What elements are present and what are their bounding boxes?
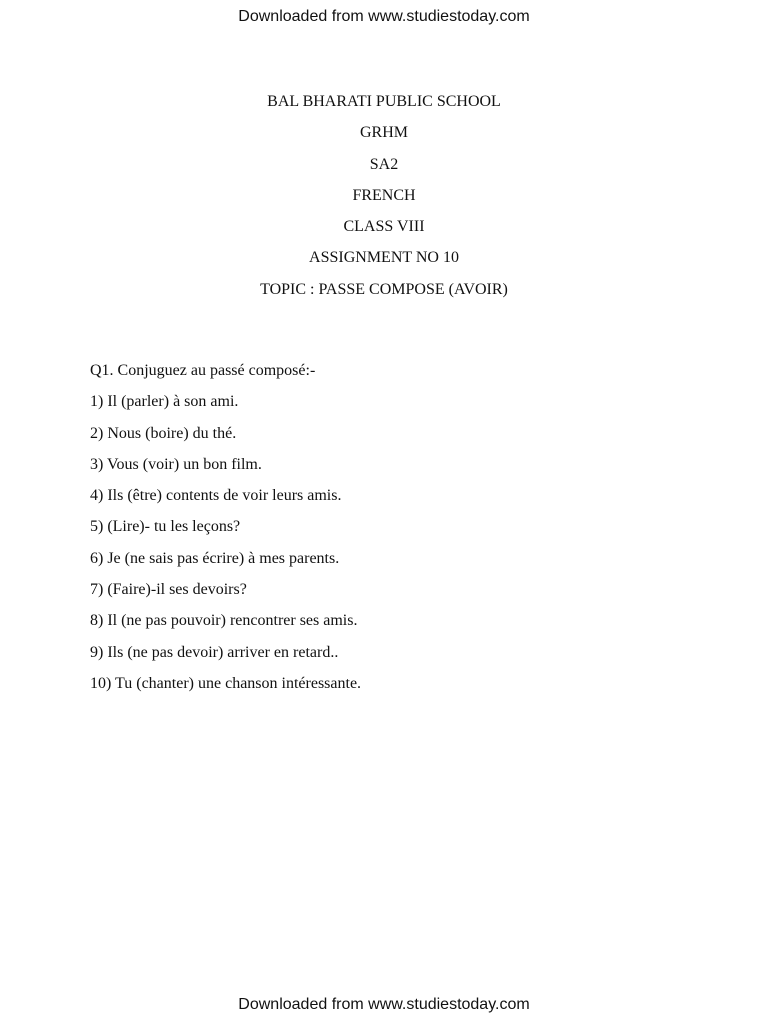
exercise-item: 10) Tu (chanter) une chanson intéressante. bbox=[90, 674, 362, 692]
download-banner-bottom: Downloaded from www.studiestoday.com bbox=[238, 996, 530, 1013]
exercise-item: 2) Nous (boire) du thé. bbox=[90, 424, 237, 442]
topic-label: TOPIC : PASSE COMPOSE (AVOIR) bbox=[260, 280, 508, 298]
exercise-item: 6) Je (ne sais pas écrire) à mes parents. bbox=[90, 549, 340, 567]
term-label: SA2 bbox=[369, 155, 399, 173]
question-section bbox=[90, 360, 730, 704]
question-title: Q1. Conjuguez au passé composé:- bbox=[90, 362, 316, 379]
exercise-list bbox=[90, 391, 730, 704]
exercise-item: 4) Ils (être) contents de voir leurs amis. bbox=[90, 487, 342, 505]
exercise-item: 8) Il (ne pas pouvoir) rencontrer ses amis. bbox=[90, 612, 358, 630]
exercise-item: 3) Vous (voir) un bon film. bbox=[90, 455, 262, 473]
class-label: CLASS VIII bbox=[343, 218, 425, 236]
subject-label: FRENCH bbox=[352, 186, 416, 204]
school-name: BAL BHARATI PUBLIC SCHOOL bbox=[267, 93, 501, 110]
assignment-label: ASSIGNMENT NO 10 bbox=[309, 249, 459, 267]
branch-name: GRHM bbox=[359, 124, 408, 142]
document-heading bbox=[0, 91, 768, 310]
exercise-item: 5) (Lire)- tu les leçons? bbox=[90, 518, 241, 536]
exercise-item: 9) Ils (ne pas devoir) arriver en retard.. bbox=[90, 643, 339, 661]
download-banner-top: Downloaded from www.studiestoday.com bbox=[238, 8, 530, 25]
exercise-item: 1) Il (parler) à son ami. bbox=[90, 393, 239, 411]
exercise-item: 7) (Faire)-il ses devoirs? bbox=[90, 581, 247, 599]
